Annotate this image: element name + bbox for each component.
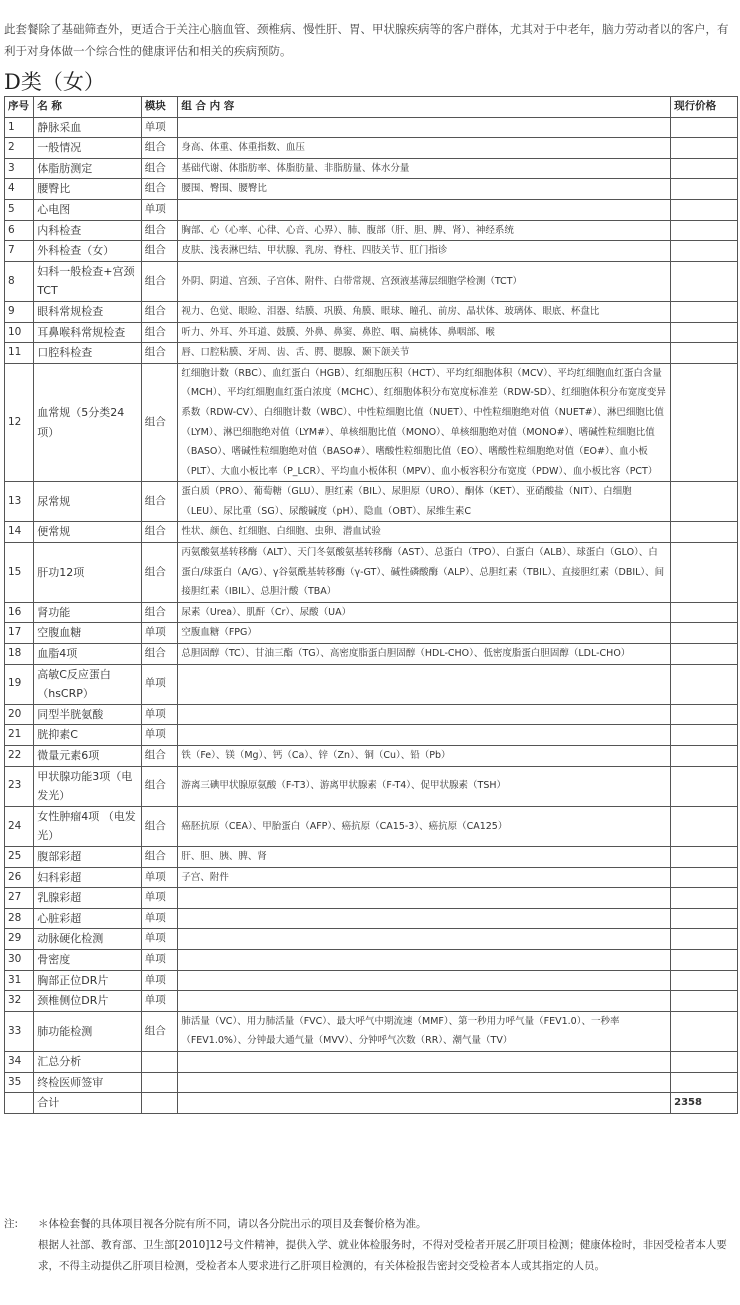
table-row bbox=[5, 199, 738, 220]
table-row bbox=[5, 725, 738, 746]
cell-items bbox=[178, 908, 671, 929]
cell-no: 24 bbox=[5, 806, 34, 846]
cell-module: 单项 bbox=[141, 970, 178, 991]
cell-module: 组合 bbox=[141, 322, 178, 343]
cell-name: 心电图 bbox=[34, 199, 142, 220]
cell-module: 单项 bbox=[141, 949, 178, 970]
table-row bbox=[5, 664, 738, 704]
cell-name: 心脏彩超 bbox=[34, 908, 142, 929]
cell-no: 7 bbox=[5, 241, 34, 262]
cell-no: 18 bbox=[5, 644, 34, 665]
cell-name: 颈椎侧位DR片 bbox=[34, 991, 142, 1012]
cell-module: 单项 bbox=[141, 623, 178, 644]
table-row bbox=[5, 846, 738, 867]
cell-module: 组合 bbox=[141, 301, 178, 322]
cell-no: 21 bbox=[5, 725, 34, 746]
table-row bbox=[5, 704, 738, 725]
cell-price bbox=[671, 846, 738, 867]
table-row bbox=[5, 644, 738, 665]
table-row bbox=[5, 522, 738, 543]
cell-items: 空腹血糖（FPG） bbox=[178, 623, 671, 644]
cell-module: 组合 bbox=[141, 806, 178, 846]
cell-module: 单项 bbox=[141, 867, 178, 888]
cell-module: 组合 bbox=[141, 766, 178, 806]
header-name: 名 称 bbox=[34, 97, 142, 118]
cell-module: 组合 bbox=[141, 644, 178, 665]
cell-price bbox=[671, 602, 738, 623]
cell-price bbox=[671, 888, 738, 909]
total-label: 合计 bbox=[34, 1093, 142, 1114]
table-row bbox=[5, 970, 738, 991]
cell-module: 组合 bbox=[141, 602, 178, 623]
cell-items: 性状、颜色、红细胞、白细胞、虫卵、潜血试验 bbox=[178, 522, 671, 543]
cell-module: 单项 bbox=[141, 199, 178, 220]
cell-name: 肺功能检测 bbox=[34, 1011, 142, 1051]
cell-price bbox=[671, 1072, 738, 1093]
cell-module bbox=[141, 1093, 178, 1114]
cell-price bbox=[671, 746, 738, 767]
table-row bbox=[5, 949, 738, 970]
cell-name: 耳鼻喉科常规检查 bbox=[34, 322, 142, 343]
table-row bbox=[5, 867, 738, 888]
cell-price bbox=[671, 949, 738, 970]
table-row bbox=[5, 241, 738, 262]
cell-no: 20 bbox=[5, 704, 34, 725]
cell-no: 8 bbox=[5, 261, 34, 301]
cell-name: 高敏C反应蛋白（hsCRP） bbox=[34, 664, 142, 704]
cell-module: 单项 bbox=[141, 664, 178, 704]
cell-items: 肝、胆、胰、脾、肾 bbox=[178, 846, 671, 867]
total-row bbox=[5, 1093, 738, 1114]
cell-no bbox=[5, 1093, 34, 1114]
cell-items bbox=[178, 1072, 671, 1093]
cell-no: 26 bbox=[5, 867, 34, 888]
cell-price bbox=[671, 806, 738, 846]
cell-name: 汇总分析 bbox=[34, 1051, 142, 1072]
cell-price bbox=[671, 664, 738, 704]
cell-name: 甲状腺功能3项（电发光） bbox=[34, 766, 142, 806]
package-table bbox=[4, 96, 738, 1114]
cell-price bbox=[671, 241, 738, 262]
notes-label: 注: bbox=[4, 1218, 19, 1230]
cell-name: 血常规（5分类24项） bbox=[34, 363, 142, 482]
cell-items: 游离三碘甲状腺原氨酸（F-T3）、游离甲状腺素（F-T4）、促甲状腺素（TSH） bbox=[178, 766, 671, 806]
cell-module: 组合 bbox=[141, 343, 178, 364]
cell-no: 4 bbox=[5, 179, 34, 200]
cell-price bbox=[671, 908, 738, 929]
cell-items bbox=[178, 704, 671, 725]
cell-name: 外科检查（女） bbox=[34, 241, 142, 262]
table-row bbox=[5, 343, 738, 364]
cell-name: 微量元素6项 bbox=[34, 746, 142, 767]
cell-price bbox=[671, 766, 738, 806]
cell-price bbox=[671, 725, 738, 746]
cell-items bbox=[178, 1051, 671, 1072]
table-row bbox=[5, 746, 738, 767]
cell-module: 组合 bbox=[141, 1011, 178, 1051]
cell-name: 腹部彩超 bbox=[34, 846, 142, 867]
cell-no: 31 bbox=[5, 970, 34, 991]
cell-items: 身高、体重、体重指数、血压 bbox=[178, 138, 671, 159]
table-row bbox=[5, 1072, 738, 1093]
cell-price bbox=[671, 522, 738, 543]
table-row bbox=[5, 929, 738, 950]
cell-name: 肝功12项 bbox=[34, 543, 142, 603]
cell-price bbox=[671, 322, 738, 343]
table-row bbox=[5, 179, 738, 200]
cell-items bbox=[178, 199, 671, 220]
cell-price bbox=[671, 117, 738, 138]
cell-module: 组合 bbox=[141, 138, 178, 159]
cell-items: 视力、色觉、眼睑、泪器、结膜、巩膜、角膜、眼球、瞳孔、前房、晶状体、玻璃体、眼底、杯盘比 bbox=[178, 301, 671, 322]
intro-paragraph: 此套餐除了基础筛查外，更适合于关注心脑血管、颈椎病、慢性肝、胃、甲状腺疾病等的客户群体，尤其对于中老年，脑力劳动者以的客户，有利于对身体做一个综合性的健康评估和相关的疾病预防。 bbox=[4, 22, 729, 58]
cell-name: 眼科常规检查 bbox=[34, 301, 142, 322]
package-heading: D类（女） bbox=[4, 70, 105, 94]
cell-no: 11 bbox=[5, 343, 34, 364]
cell-items bbox=[178, 1093, 671, 1114]
cell-items: 尿素（Urea）、肌酐（Cr）、尿酸（UA） bbox=[178, 602, 671, 623]
cell-no: 12 bbox=[5, 363, 34, 482]
cell-name: 体脂肪测定 bbox=[34, 158, 142, 179]
cell-module: 组合 bbox=[141, 363, 178, 482]
cell-name: 乳腺彩超 bbox=[34, 888, 142, 909]
cell-price bbox=[671, 970, 738, 991]
cell-name: 肾功能 bbox=[34, 602, 142, 623]
cell-price bbox=[671, 929, 738, 950]
cell-no: 34 bbox=[5, 1051, 34, 1072]
cell-name: 静脉采血 bbox=[34, 117, 142, 138]
cell-items: 子宫、附件 bbox=[178, 867, 671, 888]
cell-items: 唇、口腔粘膜、牙周、齿、舌、腭、腮腺、颞下颌关节 bbox=[178, 343, 671, 364]
cell-no: 28 bbox=[5, 908, 34, 929]
cell-no: 2 bbox=[5, 138, 34, 159]
cell-module: 组合 bbox=[141, 261, 178, 301]
cell-module: 单项 bbox=[141, 725, 178, 746]
table-row bbox=[5, 602, 738, 623]
cell-items: 皮肤、浅表淋巴结、甲状腺、乳房、脊柱、四肢关节、肛门指诊 bbox=[178, 241, 671, 262]
cell-module: 组合 bbox=[141, 846, 178, 867]
cell-items bbox=[178, 725, 671, 746]
cell-name: 腰臀比 bbox=[34, 179, 142, 200]
table-row bbox=[5, 543, 738, 603]
cell-name: 妇科彩超 bbox=[34, 867, 142, 888]
cell-no: 1 bbox=[5, 117, 34, 138]
cell-module: 单项 bbox=[141, 908, 178, 929]
header-module: 模块 bbox=[141, 97, 178, 118]
table-row bbox=[5, 806, 738, 846]
cell-items bbox=[178, 888, 671, 909]
cell-price bbox=[671, 623, 738, 644]
cell-price bbox=[671, 704, 738, 725]
cell-items bbox=[178, 929, 671, 950]
table-row bbox=[5, 363, 738, 482]
cell-items bbox=[178, 991, 671, 1012]
cell-module: 组合 bbox=[141, 158, 178, 179]
table-row bbox=[5, 1011, 738, 1051]
cell-name: 骨密度 bbox=[34, 949, 142, 970]
cell-module: 组合 bbox=[141, 746, 178, 767]
cell-price bbox=[671, 138, 738, 159]
cell-name: 终检医师签审 bbox=[34, 1072, 142, 1093]
table-row bbox=[5, 138, 738, 159]
cell-price bbox=[671, 199, 738, 220]
header-no: 序号 bbox=[5, 97, 34, 118]
cell-no: 32 bbox=[5, 991, 34, 1012]
cell-items bbox=[178, 117, 671, 138]
table-row bbox=[5, 888, 738, 909]
cell-name: 胸部正位DR片 bbox=[34, 970, 142, 991]
cell-no: 33 bbox=[5, 1011, 34, 1051]
cell-no: 27 bbox=[5, 888, 34, 909]
cell-module: 单项 bbox=[141, 704, 178, 725]
notes-line-2: 根据人社部、教育部、卫生部[2010]12号文件精神，提供入学、就业体检服务时，不得对受检者开展乙肝项目检测；健康体检时，非因受检者本人要求，不得主动提供乙肝项目检测，受检者本人要求进行乙肝项目检测的，有关体检报告密封交受检者本人或其指定的人员。 bbox=[38, 1239, 727, 1272]
cell-no: 16 bbox=[5, 602, 34, 623]
table-row bbox=[5, 991, 738, 1012]
cell-price bbox=[671, 1051, 738, 1072]
cell-no: 6 bbox=[5, 220, 34, 241]
cell-price bbox=[671, 261, 738, 301]
table-row bbox=[5, 766, 738, 806]
cell-items: 总胆固醇（TC）、甘油三酯（TG）、高密度脂蛋白胆固醇（HDL-CHO）、低密度脂蛋白胆固醇（LDL-CHO） bbox=[178, 644, 671, 665]
cell-price bbox=[671, 220, 738, 241]
cell-price bbox=[671, 482, 738, 522]
cell-module: 单项 bbox=[141, 888, 178, 909]
total-price: 2358 bbox=[671, 1093, 738, 1114]
cell-items: 红细胞计数（RBC）、血红蛋白（HGB）、红细胞压积（HCT）、平均红细胞体积（MCV）、平均红细胞血红蛋白含量（MCH）、平均红细胞血红蛋白浓度（MCHC）、红细胞体积分布宽度标准差（RDW-SD）、红细胞体积分布宽度变异系数（RDW-CV）、白细胞计数（WBC）、中性粒细胞比值（NUET）、中性粒细胞绝对值（NUET#）、淋巴细胞比值（LYM）、淋巴细胞绝对值（LYM#）、单核细胞比值（MONO）、单核细胞绝对值（MONO#）、嗜碱性粒细胞比值（BASO）、嗜碱性粒细胞绝对值（BASO#）、嗜酸性粒细胞比值（EO）、嗜酸性粒细胞绝对值（EO#）、血小板（PLT）、大血小板比率（P_LCR）、平均血小板体积（MPV）、血小板容积分布宽度（PDW）、血小板比容（PCT） bbox=[178, 363, 671, 482]
table-row bbox=[5, 322, 738, 343]
cell-module: 组合 bbox=[141, 179, 178, 200]
cell-no: 15 bbox=[5, 543, 34, 603]
cell-items bbox=[178, 970, 671, 991]
cell-price bbox=[671, 867, 738, 888]
cell-module: 组合 bbox=[141, 522, 178, 543]
cell-name: 女性肿瘤4项 （电发光） bbox=[34, 806, 142, 846]
cell-name: 空腹血糖 bbox=[34, 623, 142, 644]
cell-no: 23 bbox=[5, 766, 34, 806]
cell-price bbox=[671, 991, 738, 1012]
cell-name: 内科检查 bbox=[34, 220, 142, 241]
table-row bbox=[5, 220, 738, 241]
cell-name: 妇科一般检查+宫颈TCT bbox=[34, 261, 142, 301]
table-header-row bbox=[5, 97, 738, 118]
cell-module: 组合 bbox=[141, 241, 178, 262]
header-price: 现行价格 bbox=[671, 97, 738, 118]
table-row bbox=[5, 1051, 738, 1072]
cell-items: 铁（Fe）、镁（Mg）、钙（Ca）、锌（Zn）、铜（Cu）、铅（Pb） bbox=[178, 746, 671, 767]
cell-items: 听力、外耳、外耳道、鼓膜、外鼻、鼻窦、鼻腔、咽、扁桃体、鼻咽部、喉 bbox=[178, 322, 671, 343]
cell-module bbox=[141, 1051, 178, 1072]
table-row bbox=[5, 117, 738, 138]
cell-module: 组合 bbox=[141, 482, 178, 522]
cell-no: 19 bbox=[5, 664, 34, 704]
table-row bbox=[5, 482, 738, 522]
cell-name: 胱抑素C bbox=[34, 725, 142, 746]
table-row bbox=[5, 301, 738, 322]
cell-items: 癌胚抗原（CEA）、甲胎蛋白（AFP）、癌抗原（CA15-3）、癌抗原（CA125） bbox=[178, 806, 671, 846]
cell-no: 25 bbox=[5, 846, 34, 867]
cell-no: 17 bbox=[5, 623, 34, 644]
cell-name: 同型半胱氨酸 bbox=[34, 704, 142, 725]
notes-section bbox=[4, 1214, 738, 1277]
cell-name: 动脉硬化检测 bbox=[34, 929, 142, 950]
notes-line-1: ＊体检套餐的具体项目视各分院有所不同，请以各分院出示的项目及套餐价格为准。 bbox=[38, 1218, 427, 1230]
cell-module: 单项 bbox=[141, 929, 178, 950]
cell-price bbox=[671, 543, 738, 603]
cell-price bbox=[671, 179, 738, 200]
cell-name: 血脂4项 bbox=[34, 644, 142, 665]
cell-no: 9 bbox=[5, 301, 34, 322]
cell-no: 22 bbox=[5, 746, 34, 767]
cell-name: 便常规 bbox=[34, 522, 142, 543]
cell-items bbox=[178, 664, 671, 704]
table-row bbox=[5, 158, 738, 179]
cell-price bbox=[671, 158, 738, 179]
cell-name: 一般情况 bbox=[34, 138, 142, 159]
cell-module: 单项 bbox=[141, 991, 178, 1012]
cell-price bbox=[671, 343, 738, 364]
table-row bbox=[5, 908, 738, 929]
table-row bbox=[5, 623, 738, 644]
cell-price bbox=[671, 1011, 738, 1051]
cell-price bbox=[671, 301, 738, 322]
cell-no: 35 bbox=[5, 1072, 34, 1093]
cell-no: 10 bbox=[5, 322, 34, 343]
cell-module: 组合 bbox=[141, 543, 178, 603]
cell-items: 肺活量（VC）、用力肺活量（FVC）、最大呼气中期流速（MMF）、第一秒用力呼气量（FEV1.0）、一秒率（FEV1.0%）、分钟最大通气量（MVV）、分钟呼气次数（RR）、潮气量（TV） bbox=[178, 1011, 671, 1051]
cell-items: 外阴、阴道、宫颈、子宫体、附件、白带常规、宫颈液基薄层细胞学检测（TCT） bbox=[178, 261, 671, 301]
cell-no: 5 bbox=[5, 199, 34, 220]
cell-items: 基础代谢、体脂肪率、体脂肪量、非脂肪量、体水分量 bbox=[178, 158, 671, 179]
cell-module bbox=[141, 1072, 178, 1093]
table-row bbox=[5, 261, 738, 301]
cell-price bbox=[671, 644, 738, 665]
cell-items: 丙氨酸氨基转移酶（ALT）、天门冬氨酸氨基转移酶（AST）、总蛋白（TPO）、白蛋白（ALB）、球蛋白（GLO）、白蛋白/球蛋白（A/G）、γ谷氨酰基转移酶（γ-GT）、碱性磷酸酶（ALP）、总胆红素（TBIL）、直接胆红素（DBIL）、间接胆红素（IBIL）、总胆汁酸（TBA） bbox=[178, 543, 671, 603]
cell-module: 组合 bbox=[141, 220, 178, 241]
cell-no: 29 bbox=[5, 929, 34, 950]
cell-no: 14 bbox=[5, 522, 34, 543]
cell-no: 30 bbox=[5, 949, 34, 970]
cell-items: 胸部、心（心率、心律、心音、心界）、肺、腹部（肝、胆、脾、肾）、神经系统 bbox=[178, 220, 671, 241]
cell-items: 腰围、臀围、腰臀比 bbox=[178, 179, 671, 200]
cell-price bbox=[671, 363, 738, 482]
cell-name: 口腔科检查 bbox=[34, 343, 142, 364]
cell-module: 单项 bbox=[141, 117, 178, 138]
cell-no: 3 bbox=[5, 158, 34, 179]
cell-items: 蛋白质（PRO）、葡萄糖（GLU）、胆红素（BIL）、尿胆原（URO）、酮体（KET）、亚硝酸盐（NIT）、白细胞（LEU）、尿比重（SG）、尿酸碱度（pH）、隐血（OBT）、尿维生素C bbox=[178, 482, 671, 522]
cell-items bbox=[178, 949, 671, 970]
header-items: 组 合 内 容 bbox=[178, 97, 671, 118]
cell-name: 尿常规 bbox=[34, 482, 142, 522]
cell-no: 13 bbox=[5, 482, 34, 522]
